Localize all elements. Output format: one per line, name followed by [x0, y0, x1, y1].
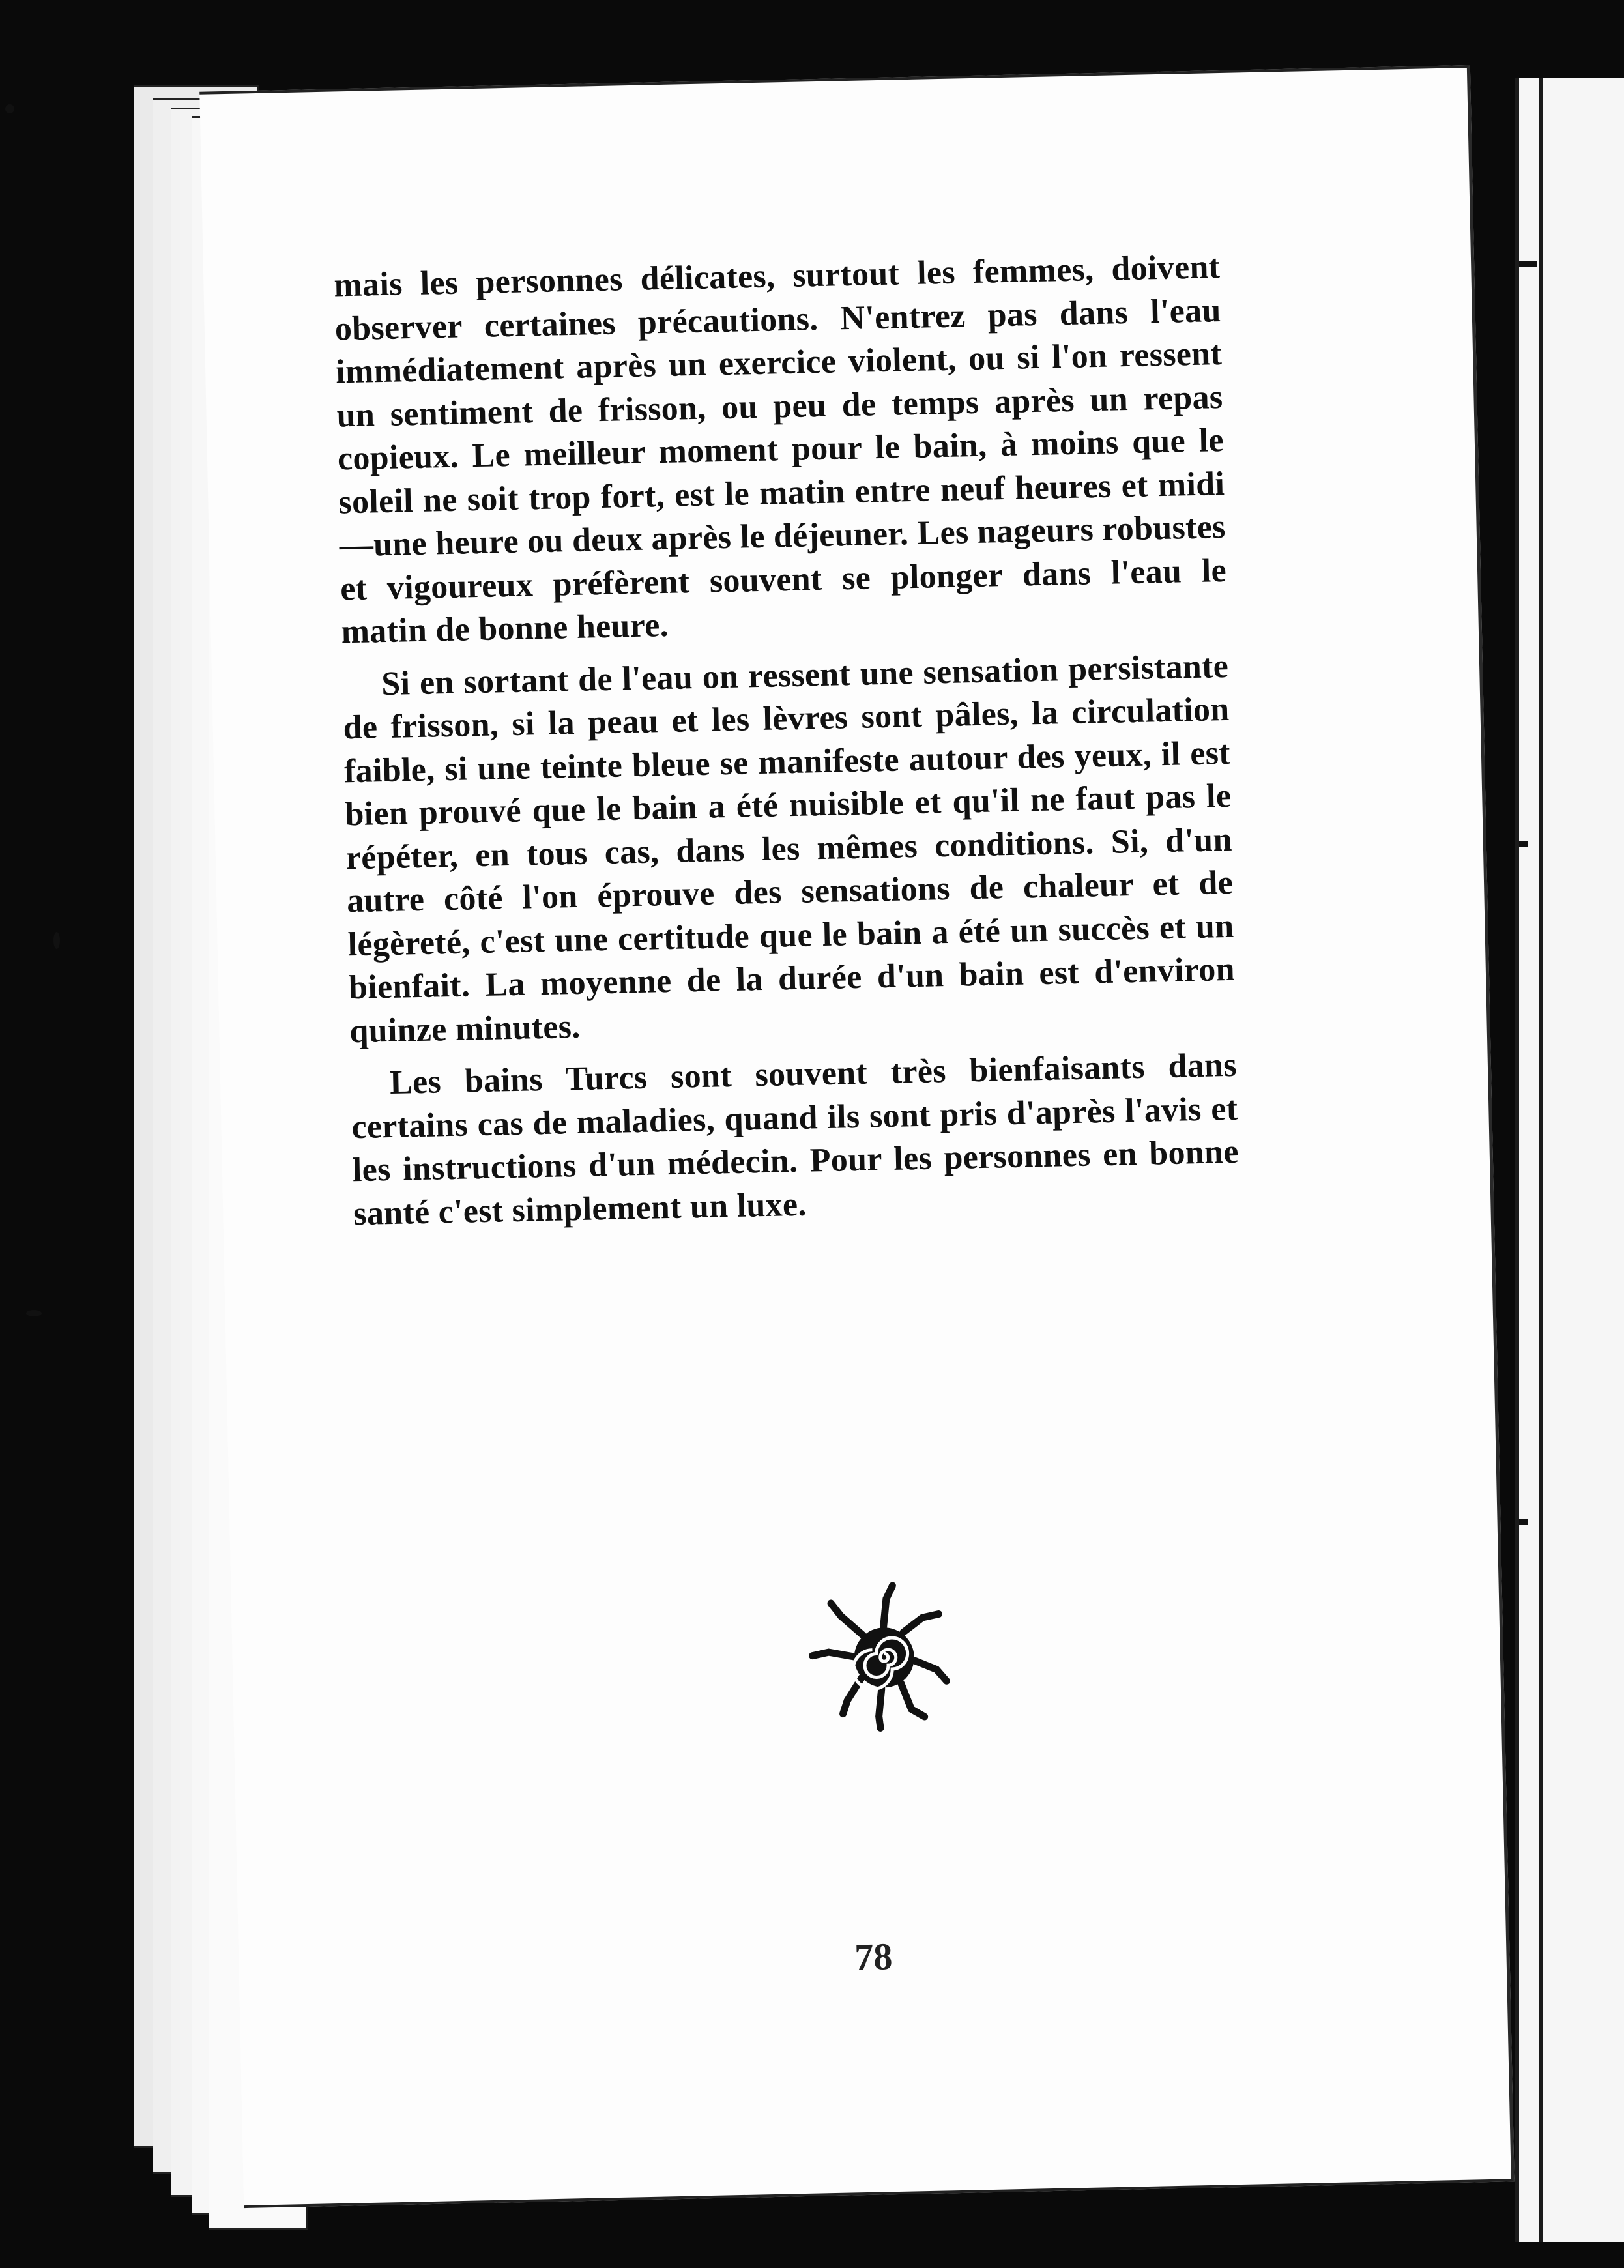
book-page [199, 65, 1515, 2208]
page-mark [1519, 841, 1528, 847]
sun-spiral-ornament-icon [804, 1578, 964, 1737]
facing-page-edge [1515, 78, 1624, 2242]
scan-speck [5, 104, 14, 113]
scan-speck [26, 1310, 42, 1316]
page-number: 78 [854, 1935, 893, 1979]
paragraph: Si en sortant de l'eau on ressent une sensation persistante de frisson, si la peau et les lèvres sont pâles, la circulation faible, si une teinte bleue se manifeste autour des yeux, il est bien prouvé que le bain a été nuisible et qu'il ne faut pas le répéter, en tous cas, dans les mêmes conditions. Si, d'un autre côté l'on éprouve des sensations de chaleur et de légèreté, c'est une certitude que le bain a été un succès et un bienfait. La moyenne de la durée d'un bain est d'environ quinze minutes. [343, 647, 1236, 1050]
page-mark [1519, 1519, 1528, 1525]
page-mark [1519, 261, 1537, 267]
paragraph: mais les personnes délicates, surtout les femmes, doivent observer certaines précautions. N'entrez pas dans l'eau immédiatement après un exercice violent, ou si l'on ressent un sentiment de frisson, ou peu de temps après un repas copieux. Le meilleur moment pour le bain, à moins que le soleil ne soit trop fort, est le matin entre neuf heures et midi—une heure ou deux après le déjeuner. Les nageurs robustes et vigoureux préfèrent souvent se plonger dans l'eau le matin de bonne heure. [333, 248, 1227, 651]
gutter-line [1539, 78, 1543, 2242]
body-text [334, 246, 1240, 1245]
scan-speck [53, 932, 60, 949]
paragraph: Les bains Turcs sont souvent très bienfaisants dans certains cas de maladies, quand ils sont pris d'après l'avis et les instructions d'un médecin. Pour les personnes en bonne santé c'est simplement un luxe. [351, 1046, 1240, 1232]
